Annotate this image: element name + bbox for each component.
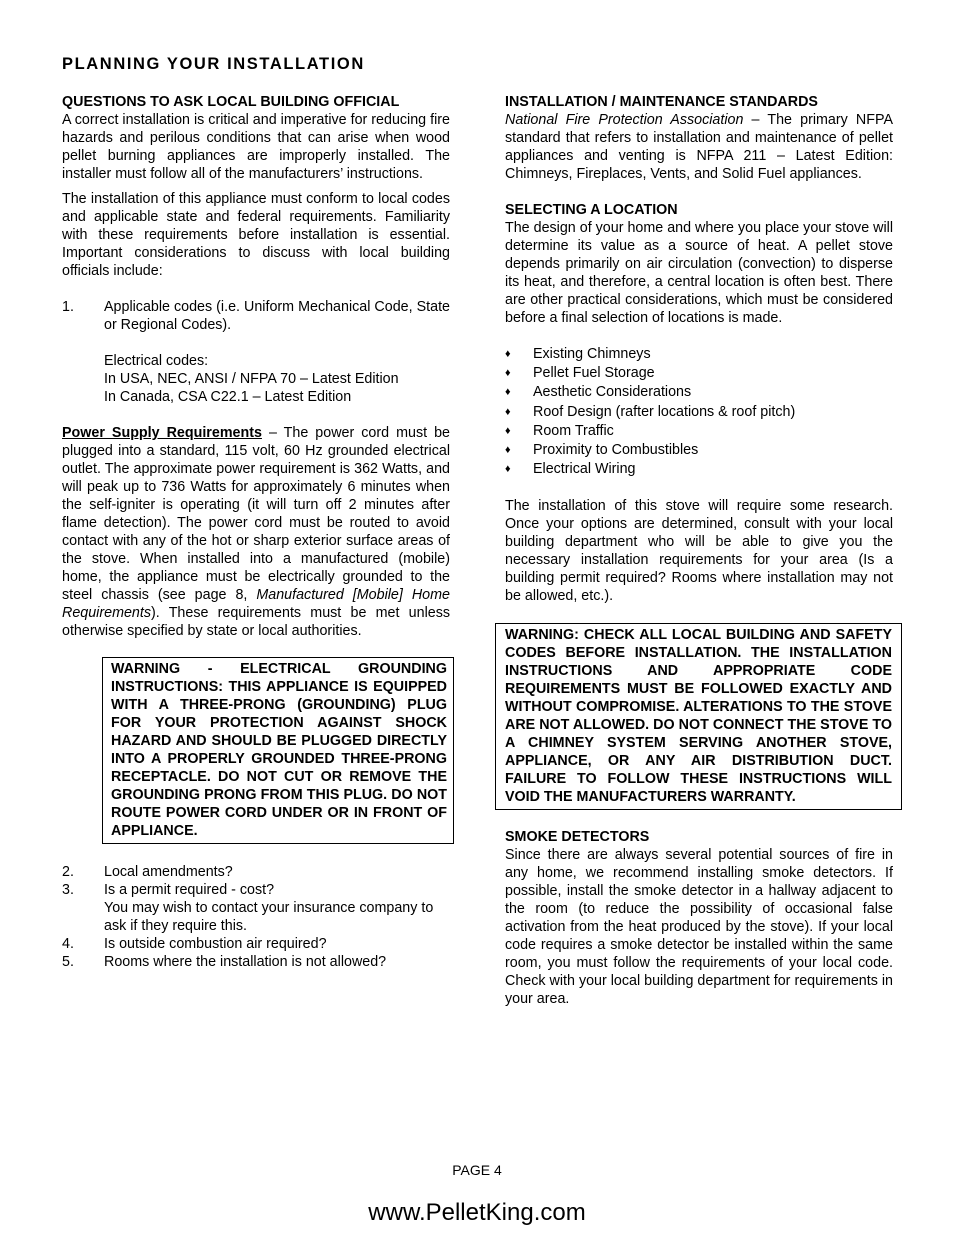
- list-text: Local amendments?: [104, 864, 233, 880]
- list-item: ♦ Existing Chimneys: [505, 345, 893, 364]
- list-number: 5.: [62, 954, 74, 970]
- smoke-detectors-heading: SMOKE DETECTORS: [505, 829, 650, 846]
- electrical-usa: In USA, NEC, ANSI / NFPA 70 – Latest Edition: [104, 371, 399, 387]
- list-item: ♦ Proximity to Combustibles: [505, 441, 893, 460]
- list-item: [62, 935, 450, 953]
- list-item-1: [62, 298, 450, 334]
- research-paragraph: The installation of this stove will require some research. Once your options are determined, consult with your local building department who will be able to give you the necessary installation requirements for your area (Is a building permit required? Rooms where installation may not be allowed, etc.).: [505, 498, 893, 605]
- left-column: [62, 93, 450, 971]
- list-item: [62, 881, 450, 899]
- codes-paragraph: The installation of this appliance must conform to local codes and applicable state and federal requirements. Familiarity with these requirements before installation is essential. Important considerations to discuss with local building officials include:: [62, 191, 450, 279]
- list-item: [62, 899, 450, 935]
- power-supply-paragraph: [62, 424, 450, 640]
- location-paragraph: The design of your home and where you place your stove will determine its value as a source of heat. A pellet stove depends primarily on air circulation (convection) to disperse its heat, and therefore, a central location is often best. There are other practical considerations, which must be considered before a final selection of locations is made.: [505, 220, 893, 326]
- page-title: PLANNING YOUR INSTALLATION: [62, 55, 365, 73]
- location-bullets: [505, 345, 893, 479]
- list-item: [62, 863, 450, 881]
- power-text-2: ). These requirements must be met unless otherwise specified by state or local authorities.: [62, 605, 450, 639]
- page-number: PAGE 4: [452, 1162, 502, 1178]
- list-text: Applicable codes (i.e. Uniform Mechanical Code, State or Regional Codes).: [104, 299, 450, 333]
- list-item: ♦ Roof Design (rafter locations & roof pitch): [505, 403, 893, 422]
- list-number: 3.: [62, 882, 74, 898]
- standards-heading: INSTALLATION / MAINTENANCE STANDARDS: [505, 94, 818, 110]
- codes-warning-box: WARNING: CHECK ALL LOCAL BUILDING AND SAFETY CODES BEFORE INSTALLATION. THE INSTALLATION INSTRUCTIONS AND APPROPRIATE CODE REQUIREMENTS MUST BE FOLLOWED EXACTLY AND WITHOUT COMPROMISE. ALTERATIONS TO THE STOVE ARE NOT ALLOWED. DO NOT CONNECT THE STOVE TO A CHIMNEY SYSTEM SERVING ANOTHER STOVE, APPLIANCE, OR ANY AIR DISTRIBUTION DUCT. FAILURE TO FOLLOW THESE INSTRUCTIONS WILL VOID THE MANUFACTURERS WARRANTY.: [495, 623, 902, 810]
- list-item: ♦ Pellet Fuel Storage: [505, 364, 893, 383]
- nfpa-name: National Fire Protection Association: [505, 112, 744, 128]
- location-heading: SELECTING A LOCATION: [505, 202, 678, 218]
- standards-paragraph: [505, 111, 893, 183]
- list-number: 2.: [62, 864, 74, 880]
- bullet-diamond-icon: ♦: [505, 405, 511, 418]
- list-text: You may wish to contact your insurance company to ask if they require this.: [104, 900, 434, 934]
- power-supply-label: Power Supply Requirements: [62, 425, 262, 441]
- list-text: Is a permit required - cost?: [104, 882, 275, 898]
- electrical-canada: In Canada, CSA C22.1 – Latest Edition: [104, 389, 352, 405]
- bullet-diamond-icon: ♦: [505, 386, 511, 399]
- grounding-warning-box: WARNING - ELECTRICAL GROUNDING INSTRUCTIONS: THIS APPLIANCE IS EQUIPPED WITH A THREE-PRONG (GROUNDING) PLUG FOR YOUR PROTECTION AGAINST SHOCK HAZARD AND SHOULD BE PLUGGED DIRECTLY INTO A PROPERLY GROUNDED THREE-PRONG RECEPTACLE. DO NOT CUT OR REMOVE THE GROUNDING PRONG FROM THIS PLUG. DO NOT ROUTE POWER CORD UNDER OR IN FRONT OF APPLIANCE.: [102, 657, 454, 844]
- questions-heading: QUESTIONS TO ASK LOCAL BUILDING OFFICIAL: [62, 94, 400, 110]
- questions-list: [62, 863, 450, 971]
- power-text-1: – The power cord must be plugged into a standard, 115 volt, 60 Hz grounded electrical outlet. The approximate power requirement is 362 Watts, and will peak up to 736 Watts for approximately 6 minutes when the self-igniter is operating (it will turn off 2 minutes after flame detection). The power cord must be routed to avoid contact with any of the hot or sharp exterior surface areas of the stove. When installed into a manufactured (mobile) home, the appliance must be electrically grounded to the steel chassis (see page 8,: [62, 425, 450, 603]
- list-text: Rooms where the installation is not allowed?: [104, 954, 387, 970]
- smoke-detectors-paragraph: Since there are always several potential sources of fire in any home, we recommend installing smoke detectors. If possible, install the smoke detector in a hallway adjacent to the room (to reduce the possibility of occasional false activation from the heat produced by the stove). If your local code requires a smoke detector be installed within the same room, you must follow the requirements of your local code. Check with your local building department for requirements in your area.: [505, 847, 893, 1008]
- list-number: 4.: [62, 936, 74, 952]
- electrical-label: Electrical codes:: [104, 353, 209, 369]
- list-number: 1.: [62, 299, 74, 315]
- website-url[interactable]: www.PelletKing.com: [368, 1199, 586, 1226]
- bullet-diamond-icon: ♦: [505, 444, 511, 457]
- bullet-diamond-icon: ♦: [505, 348, 511, 360]
- intro-paragraph: A correct installation is critical and imperative for reducing fire hazards and perilous conditions that can arise when wood pellet burning appliances are improperly installed. The installer must follow all of the manufacturers’ instructions.: [62, 112, 450, 182]
- list-item: ♦ Aesthetic Considerations: [505, 383, 893, 402]
- bullet-diamond-icon: ♦: [505, 424, 511, 437]
- bullet-diamond-icon: ♦: [505, 463, 511, 476]
- right-column: [505, 93, 893, 1008]
- list-text: Is outside combustion air required?: [104, 936, 327, 952]
- list-item: ♦ Electrical Wiring: [505, 460, 893, 479]
- list-item: ♦ Room Traffic: [505, 422, 893, 441]
- bullet-diamond-icon: ♦: [505, 367, 511, 380]
- standards-text: – The primary NFPA standard that refers to installation and maintenance of pellet appliances and venting is NFPA 211 – Latest Edition: Chimneys, Fireplaces, Vents, and Solid Fuel appliances.: [505, 112, 893, 182]
- list-item: [62, 953, 450, 971]
- mobile-home-reference: Manufactured [Mobile] Home Requirements: [62, 587, 450, 621]
